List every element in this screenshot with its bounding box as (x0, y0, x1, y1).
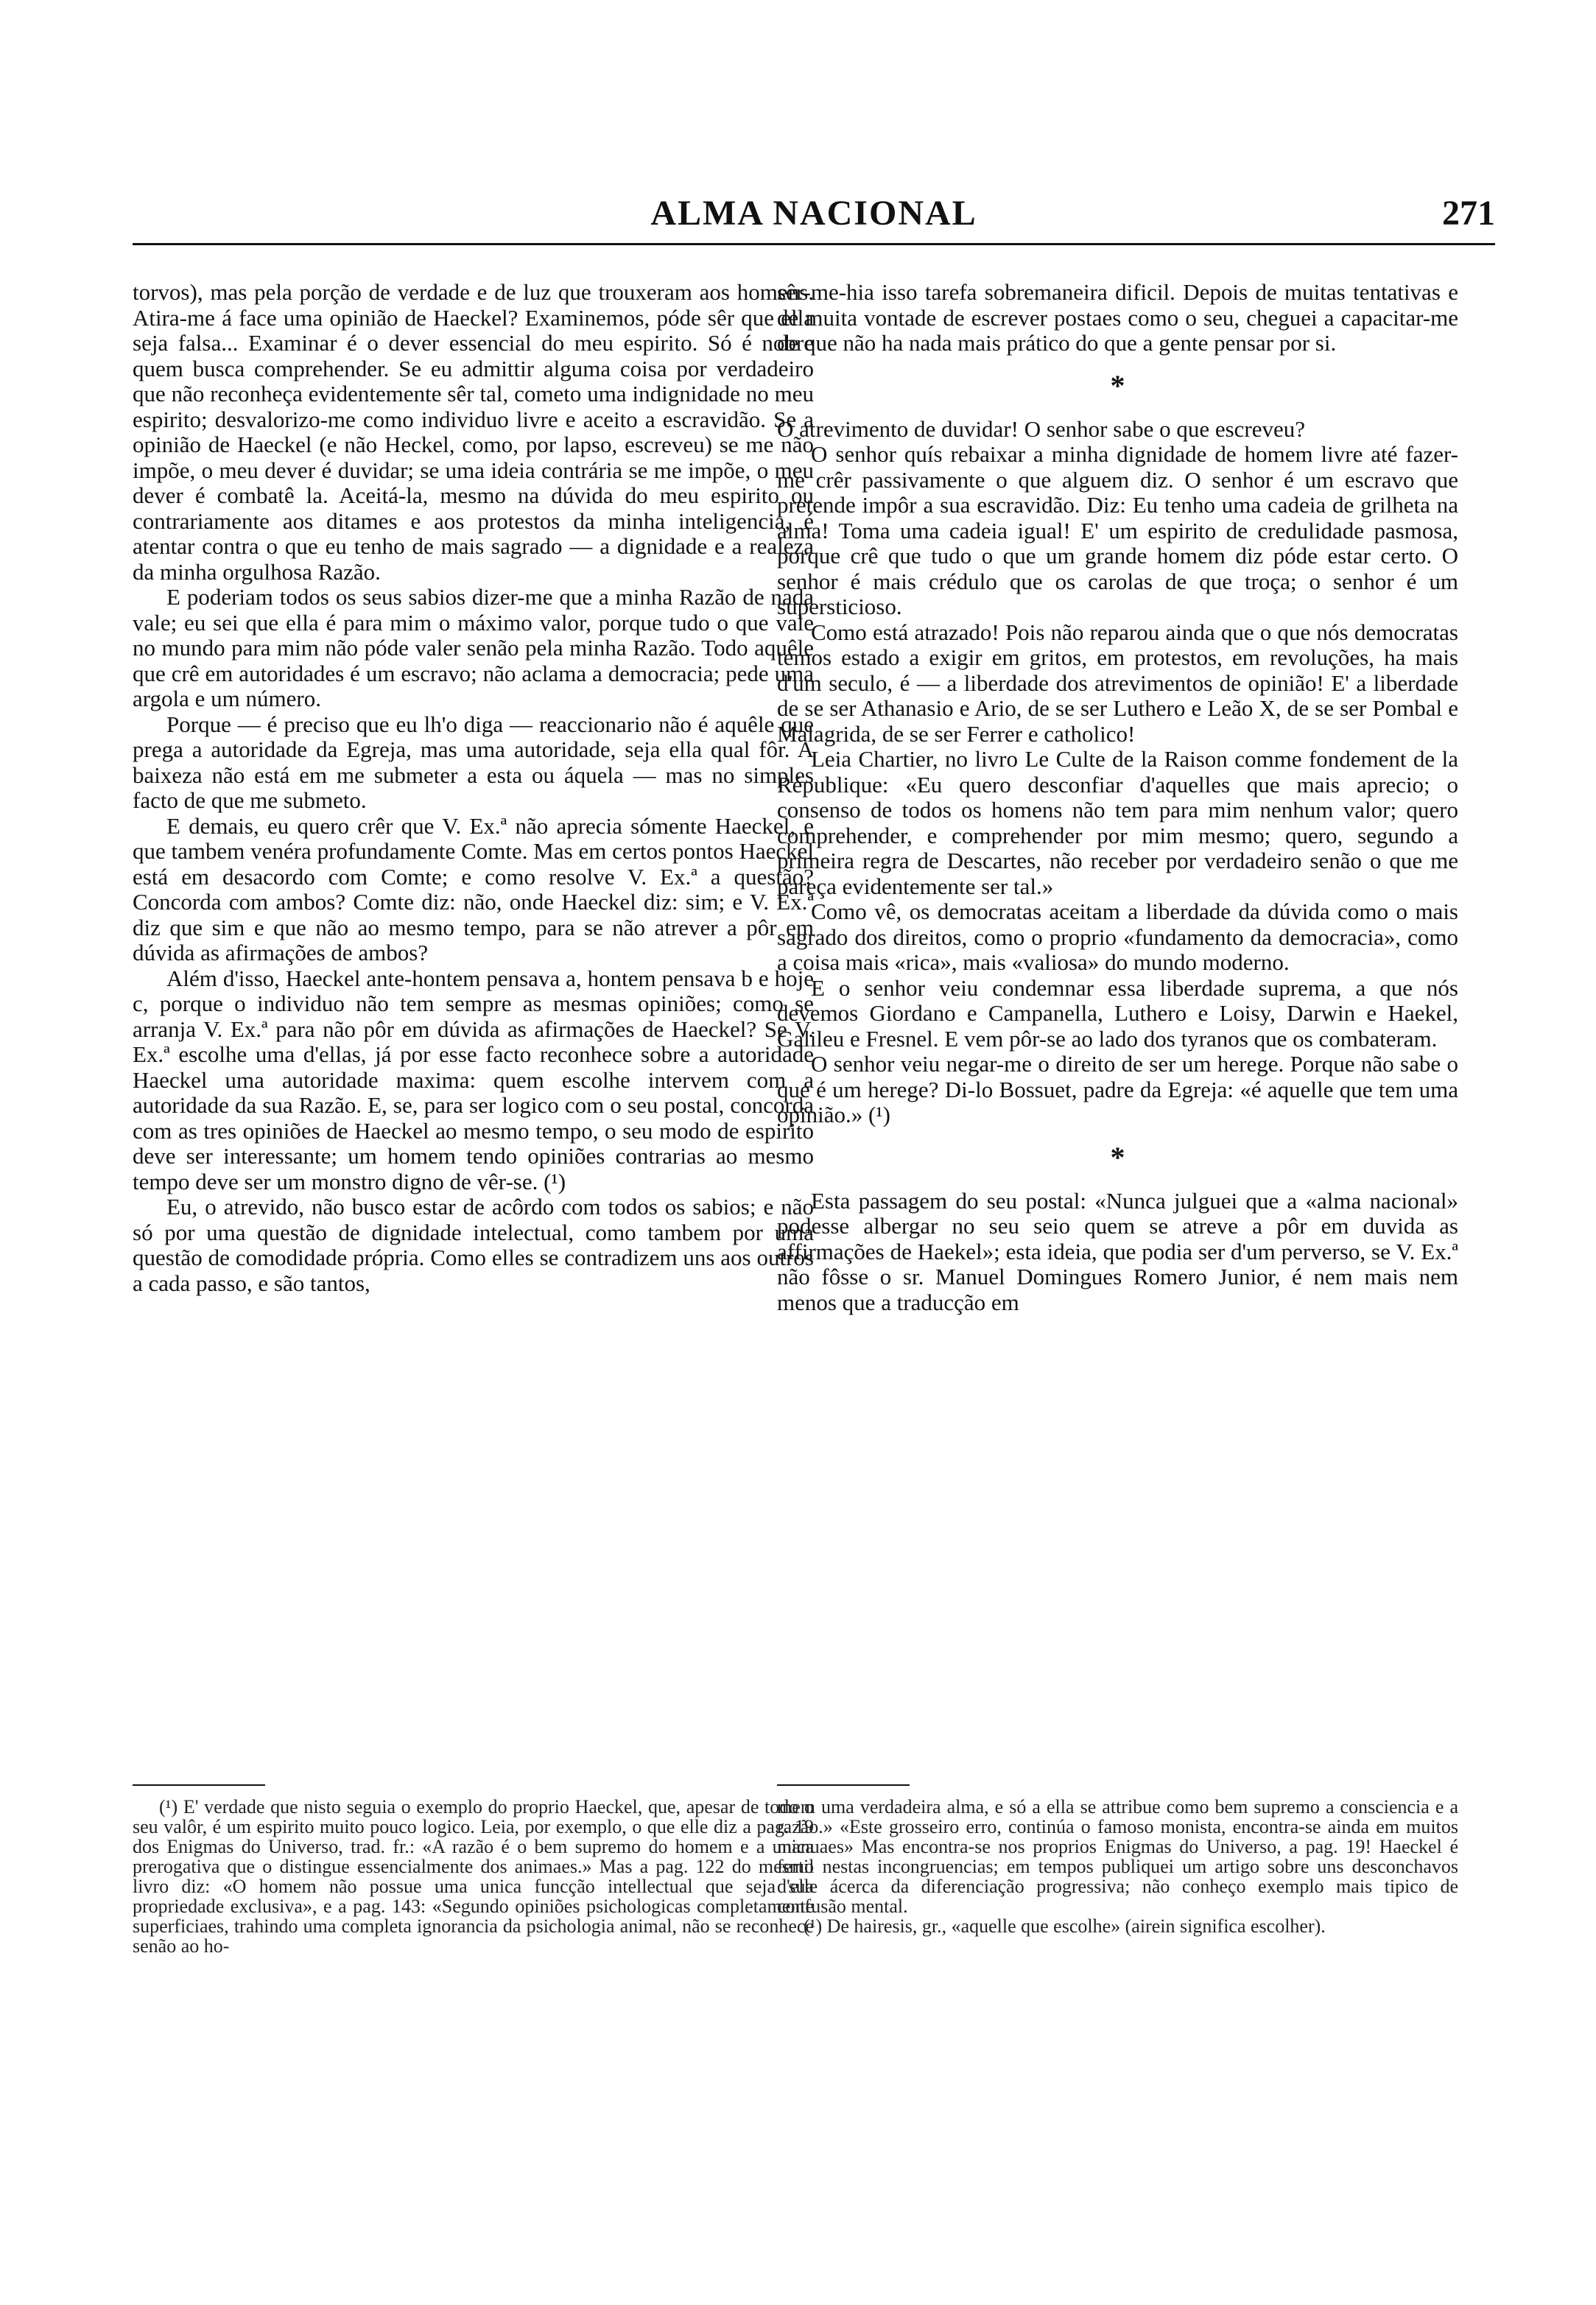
paragraph: Como está atrazado! Pois não reparou ainda que o que nós democratas temos estado a exigir em gritos, em protestos, em revoluções, ha mais d'um seculo, é — a liberdade dos atrevimentos de opinião! E' a liberdade de se ser Athanasio e Ario, de se ser Luthero e Leão X, de se ser Pombal e Malagrida, de se ser Ferrer e catholico! (777, 619, 1458, 747)
footnote-rule (133, 1784, 265, 1786)
footnote-right (777, 1797, 1458, 1981)
page-number: 271 (1442, 194, 1495, 233)
paragraph: Leia Chartier, no livro Le Culte de la Raison comme fondement de la République: «Eu quero desconfiar d'aquelles que mais aprecio; o consenso de todos os homens não tem para mim nenhum valor; quero comprehender, e comprehender por mim mesmo; quero, segundo a primeira regra de Descartes, não receber por verdadeiro senão o que me pareça evidentemente ser tal.» (777, 746, 1458, 899)
paragraph: O senhor veiu negar-me o direito de ser um herege. Porque não sabe o que é um herege? Di-lo Bossuet, padre da Egreja: «é aquelle que tem uma opinião.» (¹) (777, 1051, 1458, 1127)
footnote-text: (¹) De hairesis, gr., «aquelle que escolhe» (airein significa escolher). (804, 1915, 1326, 1937)
header-rule (133, 243, 1495, 245)
paragraph: Eu, o atrevido, não busco estar de acôrdo com todos os sabios; e não só por uma questão de dignidade intelectual, como tambem por uma questão de comodidade própria. Como elles se contradizem uns aos outros a cada passo, e são tantos, (133, 1194, 814, 1296)
paragraph: Além d'isso, Haeckel ante-hontem pensava a, hontem pensava b e hoje c, porque o individuo não tem sempre as mesmas opiniões; como se arranja V. Ex.ª para não pôr em dúvida as afirmações de Haeckel? Se V. Ex.ª escolhe uma d'ellas, já por esse facto reconhece sobre a autoridade Haeckel uma autoridade maxima: quem escolhe intervem com a autoridade da sua Razão. E, se, para ser logico com o seu postal, concorda com as tres opiniões de Haeckel ao mesmo tempo, o seu modo de espirito deve ser interessante; um homem tendo opiniões contrarias ao mesmo tempo deve ser um monstro digno de vêr-se. (¹) (133, 965, 814, 1194)
left-column (133, 280, 814, 1764)
section-separator: * (1110, 368, 1125, 402)
footnote-text: mem uma verdadeira alma, e só a ella se attribue como bem supremo a consciencia e a razão.» «Este grosseiro erro, continúa o famoso monista, encontra-se ainda em muitos manuaes» Mas encontra-se nos proprios Enigmas do Universo, a pag. 19! Haeckel é fertil nestas incongruencias; em tempos publiquei um artigo sobre uns desconchavos d'elle ácerca da diferenciação progressiva; não conheço exemplo mais tipico de confusão mental. (777, 1797, 1458, 1917)
footnote-left (133, 1797, 814, 1981)
paragraph: O atrevimento de duvidar! O senhor sabe o que escreveu? (777, 415, 1306, 442)
paragraph: Porque — é preciso que eu lh'o diga — reaccionario não é aquêle que prega a autoridade da Egreja, mas uma autoridade, seja ella qual fôr. A baixeza não está em me submeter a esta ou áquela — mas no simples facto de que me submeto. (133, 711, 814, 813)
paragraph: O senhor quís rebaixar a minha dignidade de homem livre até fazer-me crêr passivamente o que alguem diz. O senhor é um escravo que pretende impôr a sua escravidão. Diz: Eu tenho uma cadeia de grilheta na alma! Toma uma cadeia igual! E' um espirito de credulidade pasmosa, porque crê que tudo o que um grande homem diz póde estar certo. O senhor é mais crédulo que os carolas de que troça; o senhor é um supersticioso. (777, 441, 1458, 619)
right-column (777, 280, 1458, 1764)
running-title: ALMA NACIONAL (650, 194, 977, 233)
footnote-rule (777, 1784, 910, 1786)
paragraph: E o senhor veiu condemnar essa liberdade suprema, a que nós devemos Giordano e Campanella, Luthero e Loisy, Darwin e Haekel, Galileu e Fresnel. E vem pôr-se ao lado dos tyranos que os combateram. (777, 974, 1458, 1052)
paragraph: E demais, eu quero crêr que V. Ex.ª não aprecia sómente Haeckel, e que tambem venéra profundamente Comte. Mas em certos pontos Haeckel está em desacordo com Comte; e como resolve V. Ex.ª a questão? Concorda com ambos? Comte diz: não, onde Haeckel diz: sim; e V. Ex.ª diz que sim e que não ao mesmo tempo, para se não atrever a pôr em dúvida as afirmações de ambos? (133, 812, 814, 965)
footnote-text: (¹) E' verdade que nisto seguia o exemplo do proprio Haeckel, que, apesar de todo o seu valôr, é um espirito muito pouco logico. Leia, por exemplo, o que elle diz a pag. 19 dos Enigmas do Universo, trad. fr.: «A razão é o bem supremo do homem e a unica prerogativa que o distingue essencialmente dos animaes.» Mas a pag. 122 do mesmo livro diz: «O homem não possue uma unica funcção intellectual que seja sua propriedade exclusiva», e a pag. 143: «Segundo opiniões psichologicas completamente superficiaes, trahindo uma completa ignorancia da psichologia animal, não se reconhece senão ao ho- (133, 1797, 814, 1957)
paragraph: sêr-me-hia isso tarefa sobremaneira dificil. Depois de muitas tentativas e de muita vontade de escrever postaes como o seu, cheguei a capacitar-me de que não ha nada mais prático do que a gente pensar por si. (777, 280, 1458, 356)
paragraph: Como vê, os democratas aceitam a liberdade da dúvida como o mais sagrado dos direitos, como o proprio «fundamento da democracia», como a coisa mais «rica», mais «valiosa» do mundo moderno. (777, 898, 1458, 975)
section-separator: * (1110, 1140, 1125, 1174)
paragraph: E poderiam todos os seus sabios dizer-me que a minha Razão de nada vale; eu sei que ella é para mim o máximo valor, porque tudo o que vale no mundo para mim não póde valer senão pela minha Razão. Todo aquêle que crê em autoridades é um escravo; não aclama a democracia; pede uma argola e um número. (133, 584, 814, 711)
paragraph: torvos), mas pela porção de verdade e de luz que trouxeram aos homens. Atira-me á face uma opinião de Haeckel? Examinemos, póde sêr que ella seja falsa... Examinar é o dever essencial do meu espirito. Só é nobre quem busca comprehender. Se eu admittir alguma coisa por verdadeiro que não reconheça evidentemente sêr tal, cometo uma indignidade no meu espirito; desvalorizo-me como individuo livre e aceito a escravidão. Se a opinião de Haeckel (e não Heckel, como, por lapso, escreveu) se me não impõe, o meu dever é duvidar; se uma ideia contrária se me impõe, o meu dever é combatê la. Aceitá-la, mesmo na dúvida do meu espirito ou contrariamente aos ditames e aos protestos da minha inteligencia, é atentar contra o que eu tenho de mais sagrado — a dignidade e a realeza da minha orgulhosa Razão. (133, 280, 814, 585)
paragraph: Esta passagem do seu postal: «Nunca julguei que a «alma nacional» podesse albergar no seu seio quem se atreve a pôr em duvida as affirmações de Haekel»; esta ideia, que podia ser d'um perverso, se V. Ex.ª não fôsse o sr. Manuel Domingues Romero Junior, é nem mais nem menos que a traducção em (777, 1187, 1458, 1315)
